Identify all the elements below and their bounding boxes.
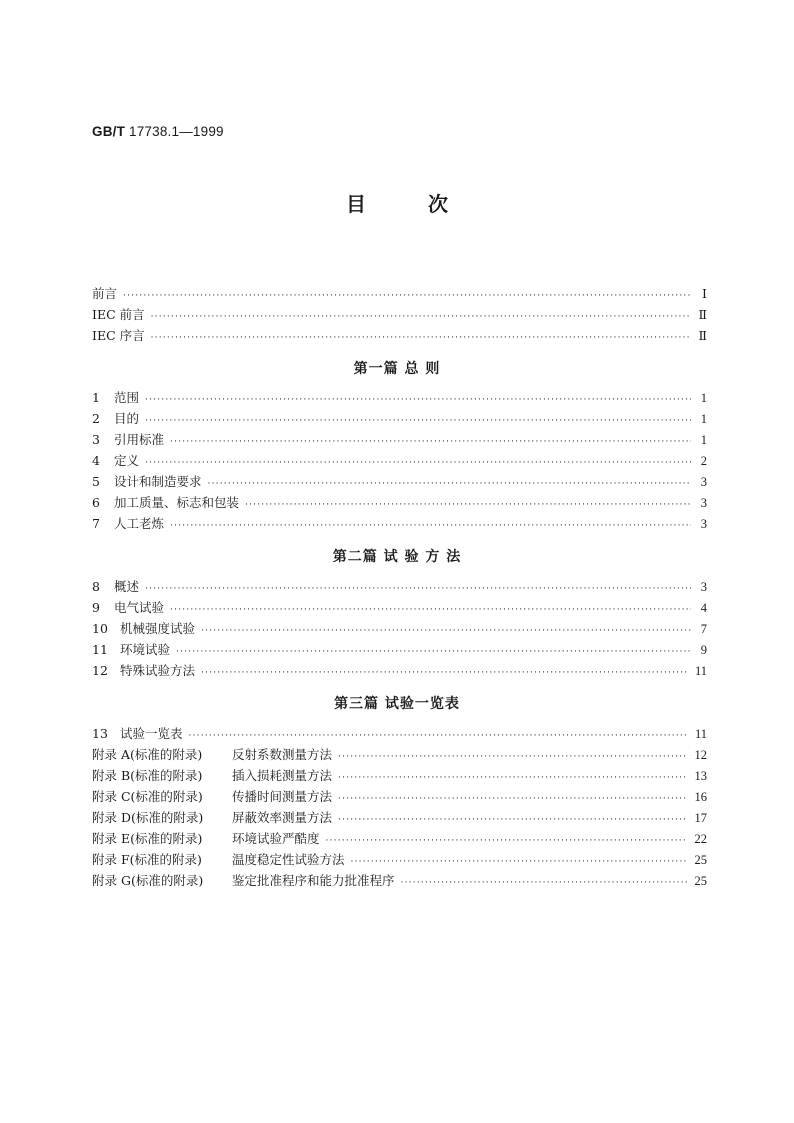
appendix-tag: 附录 E(标准的附录) (92, 831, 203, 846)
toc-entry-number: 10 (92, 621, 108, 636)
toc-leader-dots (338, 769, 686, 787)
toc-page-number: Ⅱ (698, 308, 707, 322)
toc-entry-number: 4 (92, 453, 100, 468)
toc-leader-dots (245, 496, 691, 514)
toc-entry[interactable] (92, 662, 707, 680)
toc-page-number: 3 (700, 517, 707, 531)
appendix-tag: 附录 D(标准的附录) (92, 810, 204, 825)
toc-entry-number: 9 (92, 600, 100, 615)
toc-leader-dots (189, 727, 687, 745)
toc-page-number: 1 (700, 412, 707, 426)
toc-appendix-e[interactable] (92, 830, 707, 848)
toc-page-number: 3 (700, 580, 707, 594)
toc-leader-dots (145, 391, 691, 409)
toc-entry-label: 电气试验 (114, 600, 165, 615)
toc-entry-number: 11 (92, 642, 108, 657)
toc-entry-label: 目的 (114, 411, 140, 426)
toc-page-number: 12 (694, 748, 707, 762)
toc-entry-number: 7 (92, 516, 100, 531)
toc-entry-label: 前言 (92, 286, 118, 301)
standard-code (92, 124, 224, 139)
toc-entry-number: 2 (92, 411, 100, 426)
toc-entry-label: 加工质量、标志和包装 (114, 495, 240, 510)
appendix-tag: 附录 A(标准的附录) (92, 747, 203, 762)
appendix-tag: 附录 B(标准的附录) (92, 768, 203, 783)
toc-entry[interactable] (92, 620, 707, 638)
toc-leader-dots (201, 622, 691, 640)
toc-entry-iec-preface[interactable] (92, 306, 707, 324)
toc-entry[interactable] (92, 494, 707, 512)
toc-entry[interactable] (92, 410, 707, 428)
toc-entry[interactable] (92, 452, 707, 470)
part-heading-3: 第三篇 试验一览表 (334, 696, 460, 712)
toc-entry[interactable] (92, 599, 707, 617)
toc-page-number: Ⅱ (698, 329, 707, 343)
toc-entry-label: IEC 前言 (92, 307, 145, 322)
toc-entry-label: 环境试验严酷度 (232, 831, 320, 846)
toc-entry-label: 试验一览表 (120, 726, 183, 741)
toc-leader-dots (170, 517, 691, 535)
toc-page-number: 1 (700, 433, 707, 447)
toc-entry-number: 3 (92, 432, 100, 447)
toc-page-number: Ⅰ (702, 287, 707, 301)
toc-leader-dots (338, 811, 686, 829)
toc-page-number: 3 (700, 475, 707, 489)
toc-entry-label: 概述 (114, 579, 140, 594)
toc-leader-dots (145, 412, 691, 430)
toc-leader-dots (338, 790, 686, 808)
toc-entry-number: 1 (92, 390, 100, 405)
toc-leader-dots (145, 580, 691, 598)
toc-entry[interactable] (92, 515, 707, 533)
toc-leader-dots (151, 329, 691, 347)
toc-leader-dots (326, 832, 687, 850)
toc-entry-label: 定义 (114, 453, 140, 468)
toc-entry[interactable] (92, 725, 707, 743)
toc-entry-label: 屏蔽效率测量方法 (232, 810, 333, 825)
toc-page-number: 11 (694, 727, 707, 741)
toc-leader-dots (201, 664, 687, 682)
toc-entry-label: 反射系数测量方法 (232, 747, 333, 762)
toc-entry-label: 特殊试验方法 (120, 663, 196, 678)
toc-page-number: 11 (694, 664, 707, 678)
toc-page-number: 9 (700, 643, 707, 657)
toc-leader-dots (351, 853, 687, 871)
toc-entry[interactable] (92, 431, 707, 449)
appendix-tag: 附录 C(标准的附录) (92, 789, 203, 804)
toc-entry[interactable] (92, 389, 707, 407)
toc-entry-number: 12 (92, 663, 108, 678)
toc-entry-label: 鉴定批准程序和能力批准程序 (232, 873, 395, 888)
toc-entry-number: 8 (92, 579, 100, 594)
toc-page-number: 22 (694, 832, 707, 846)
toc-entry[interactable] (92, 578, 707, 596)
standard-prefix: GB/T (92, 124, 126, 139)
toc-entry-label: 设计和制造要求 (114, 474, 202, 489)
toc-entry-label: 温度稳定性试验方法 (232, 852, 345, 867)
part-heading-1: 第一篇 总 则 (353, 361, 441, 377)
toc-page-number: 7 (700, 622, 707, 636)
toc-appendix-a[interactable] (92, 746, 707, 764)
toc-entry-label: 环境试验 (120, 642, 171, 657)
toc-leader-dots (170, 433, 691, 451)
toc-entry-label: 人工老炼 (114, 516, 165, 531)
toc-appendix-b[interactable] (92, 767, 707, 785)
toc-leader-dots (145, 454, 691, 472)
toc-entry-number: 5 (92, 474, 100, 489)
toc-entry-preface[interactable] (92, 285, 707, 303)
toc-entry-number: 13 (92, 726, 108, 741)
toc-entry-label: 引用标准 (114, 432, 165, 447)
toc-page-number: 4 (700, 601, 707, 615)
toc-leader-dots (170, 601, 691, 619)
toc-leader-dots (151, 308, 691, 326)
toc-page-number: 13 (694, 769, 707, 783)
toc-page-number: 2 (700, 454, 707, 468)
toc-page-number: 25 (694, 853, 707, 867)
toc-appendix-d[interactable] (92, 809, 707, 827)
toc-entry-label: IEC 序言 (92, 328, 145, 343)
toc-appendix-f[interactable] (92, 851, 707, 869)
toc-leader-dots (401, 874, 687, 892)
toc-page-number: 17 (694, 811, 707, 825)
toc-appendix-g[interactable] (92, 872, 707, 890)
part-heading-2: 第二篇 试 验 方 法 (332, 549, 462, 565)
toc-entry-iec-introduction[interactable] (92, 327, 707, 345)
toc-page-number: 1 (700, 391, 707, 405)
toc-leader-dots (176, 643, 691, 661)
toc-entry[interactable] (92, 641, 707, 659)
toc-entry[interactable] (92, 473, 707, 491)
toc-leader-dots (338, 748, 686, 766)
toc-leader-dots (123, 287, 691, 305)
toc-entry-label: 范围 (114, 390, 140, 405)
toc-leader-dots (208, 475, 691, 493)
toc-page-number: 3 (700, 496, 707, 510)
standard-number: 17738.1—1999 (129, 124, 224, 139)
toc-page-number: 25 (694, 874, 707, 888)
page-title: 目次 (346, 192, 510, 216)
appendix-tag: 附录 G(标准的附录) (92, 873, 204, 888)
toc-entry-label: 插入损耗测量方法 (232, 768, 333, 783)
toc-entry-label: 机械强度试验 (120, 621, 196, 636)
toc-entry-number: 6 (92, 495, 100, 510)
toc-page-number: 16 (694, 790, 707, 804)
appendix-tag: 附录 F(标准的附录) (92, 852, 202, 867)
toc-appendix-c[interactable] (92, 788, 707, 806)
toc-entry-label: 传播时间测量方法 (232, 789, 333, 804)
